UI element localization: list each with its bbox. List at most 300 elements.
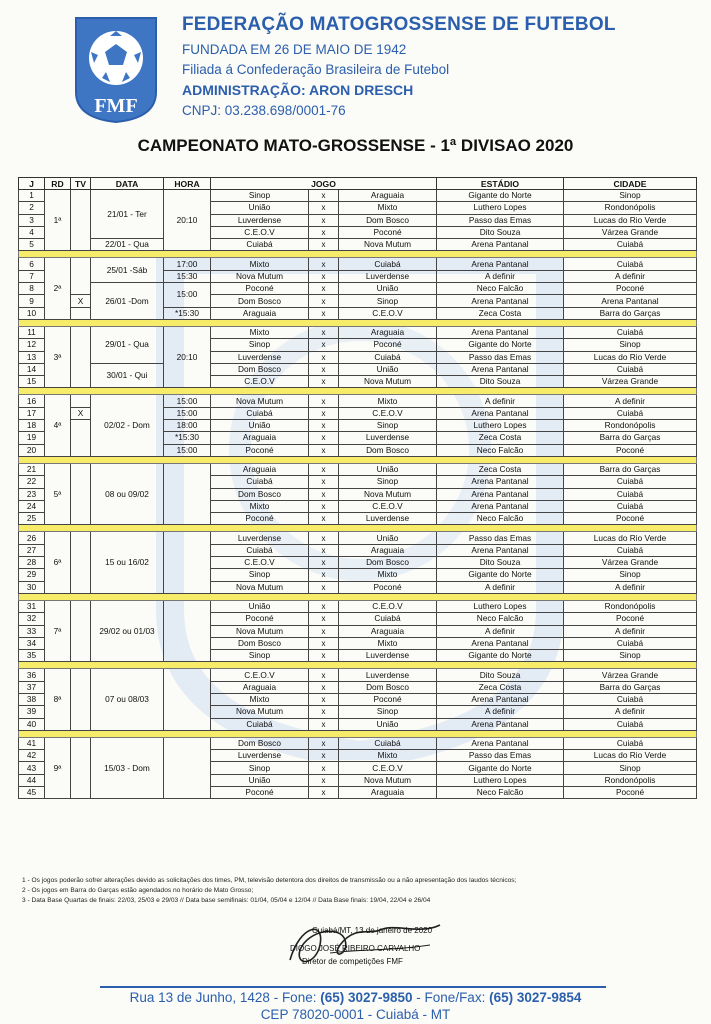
city: Várzea Grande: [564, 669, 697, 681]
city: Sinop: [564, 762, 697, 774]
home-team: Poconé: [211, 787, 309, 799]
game-number: 9: [19, 295, 45, 307]
col-date: DATA: [91, 178, 164, 190]
away-team: União: [339, 718, 437, 730]
stadium: Gigante do Norte: [437, 339, 564, 351]
away-team: Araguaia: [339, 190, 437, 202]
stadium: Luthero Lopes: [437, 202, 564, 214]
stadium: Neco Falcão: [437, 787, 564, 799]
home-team: Luverdense: [211, 351, 309, 363]
stadium: Neco Falcão: [437, 283, 564, 295]
round-label: 9ª: [45, 737, 71, 798]
round-separator: [19, 388, 697, 395]
home-team: C.E.O.V: [211, 669, 309, 681]
away-team: Luverdense: [339, 650, 437, 662]
versus: x: [309, 420, 339, 432]
versus: x: [309, 351, 339, 363]
away-team: Araguaia: [339, 625, 437, 637]
stadium: Dito Souza: [437, 669, 564, 681]
stadium: Passo das Emas: [437, 214, 564, 226]
match-date: 21/01 - Ter: [91, 190, 164, 239]
home-team: C.E.O.V: [211, 376, 309, 388]
versus: x: [309, 600, 339, 612]
game-number: 39: [19, 706, 45, 718]
table-row: [19, 326, 697, 338]
match-time: 15:00: [164, 444, 211, 456]
versus: x: [309, 463, 339, 475]
match-date: 15/03 - Dom: [91, 737, 164, 798]
stadium: Gigante do Norte: [437, 762, 564, 774]
city: Rondonópolis: [564, 202, 697, 214]
away-team: Poconé: [339, 693, 437, 705]
home-team: Mixto: [211, 500, 309, 512]
round-separator: [19, 251, 697, 258]
stadium: Gigante do Norte: [437, 190, 564, 202]
tv-mark: [71, 326, 91, 387]
city: Poconé: [564, 283, 697, 295]
home-team: Araguaia: [211, 432, 309, 444]
city: Arena Pantanal: [564, 295, 697, 307]
versus: x: [309, 544, 339, 556]
game-number: 31: [19, 600, 45, 612]
match-time: 15:00: [164, 283, 211, 308]
city: Cuiabá: [564, 737, 697, 749]
away-team: Mixto: [339, 395, 437, 407]
round-separator: [19, 662, 697, 669]
versus: x: [309, 476, 339, 488]
city: Lucas do Rio Verde: [564, 351, 697, 363]
match-time: [164, 600, 211, 661]
round-separator: [19, 525, 697, 532]
stadium: Passo das Emas: [437, 351, 564, 363]
stadium: Dito Souza: [437, 226, 564, 238]
away-team: Mixto: [339, 202, 437, 214]
versus: x: [309, 202, 339, 214]
col-stadium: ESTÁDIO: [437, 178, 564, 190]
match-date: 22/01 - Qua: [91, 239, 164, 251]
away-team: Dom Bosco: [339, 214, 437, 226]
match-date: 29/02 ou 01/03: [91, 600, 164, 661]
home-team: Cuiabá: [211, 718, 309, 730]
game-number: 7: [19, 270, 45, 282]
game-number: 36: [19, 669, 45, 681]
tv-mark: X: [71, 295, 91, 307]
home-team: C.E.O.V: [211, 557, 309, 569]
city: Cuiabá: [564, 500, 697, 512]
versus: x: [309, 669, 339, 681]
versus: x: [309, 326, 339, 338]
signatory-name: DIOGO JOSÉ RIBEIRO CARVALHO: [290, 944, 421, 953]
table-header-row: [19, 178, 697, 190]
signature-place-date: Cuiabá/MT, 13 de janeiro de 2020: [312, 926, 433, 935]
away-team: Nova Mutum: [339, 774, 437, 786]
versus: x: [309, 444, 339, 456]
versus: x: [309, 718, 339, 730]
stadium: Arena Pantanal: [437, 476, 564, 488]
away-team: Mixto: [339, 637, 437, 649]
stadium: Passo das Emas: [437, 532, 564, 544]
tv-mark: [71, 463, 91, 524]
home-team: Nova Mutum: [211, 706, 309, 718]
game-number: 26: [19, 532, 45, 544]
away-team: Sinop: [339, 706, 437, 718]
versus: x: [309, 706, 339, 718]
away-team: Luverdense: [339, 669, 437, 681]
game-number: 10: [19, 307, 45, 319]
stadium: Arena Pantanal: [437, 326, 564, 338]
table-row: [19, 258, 697, 270]
city: Cuiabá: [564, 239, 697, 251]
versus: x: [309, 363, 339, 375]
away-team: Sinop: [339, 420, 437, 432]
stadium: A definir: [437, 625, 564, 637]
away-team: União: [339, 363, 437, 375]
game-number: 4: [19, 226, 45, 238]
stadium: Arena Pantanal: [437, 718, 564, 730]
versus: x: [309, 432, 339, 444]
game-number: 6: [19, 258, 45, 270]
city: Cuiabá: [564, 326, 697, 338]
away-team: Sinop: [339, 476, 437, 488]
footer-phone-1: (65) 3027-9850: [320, 990, 413, 1005]
stadium: Gigante do Norte: [437, 650, 564, 662]
stadium: Zeca Costa: [437, 681, 564, 693]
versus: x: [309, 258, 339, 270]
versus: x: [309, 190, 339, 202]
round-label: 2ª: [45, 258, 71, 319]
stadium: A definir: [437, 395, 564, 407]
city: Cuiabá: [564, 258, 697, 270]
home-team: Mixto: [211, 326, 309, 338]
versus: x: [309, 307, 339, 319]
away-team: Nova Mutum: [339, 239, 437, 251]
tv-mark: [71, 395, 91, 407]
match-time: 15:00: [164, 395, 211, 407]
away-team: Cuiabá: [339, 737, 437, 749]
col-rd: RD: [45, 178, 71, 190]
game-number: 2: [19, 202, 45, 214]
home-team: Araguaia: [211, 307, 309, 319]
versus: x: [309, 737, 339, 749]
away-team: C.E.O.V: [339, 600, 437, 612]
game-number: 25: [19, 513, 45, 525]
home-team: Sinop: [211, 762, 309, 774]
affiliation: Filiada á Confederação Brasileira de Futebol: [182, 62, 450, 77]
versus: x: [309, 407, 339, 419]
city: Rondonópolis: [564, 774, 697, 786]
home-team: Dom Bosco: [211, 737, 309, 749]
round-label: 6ª: [45, 532, 71, 593]
stadium: Luthero Lopes: [437, 600, 564, 612]
col-time: HORA: [164, 178, 211, 190]
home-team: Luverdense: [211, 214, 309, 226]
separator-bar: [19, 593, 697, 600]
separator-bar: [19, 456, 697, 463]
table-row: [19, 239, 697, 251]
game-number: 43: [19, 762, 45, 774]
game-number: 28: [19, 557, 45, 569]
stadium: Neco Falcão: [437, 513, 564, 525]
away-team: Luverdense: [339, 432, 437, 444]
versus: x: [309, 500, 339, 512]
game-number: 32: [19, 613, 45, 625]
founded-date: FUNDADA EM 26 DE MAIO DE 1942: [182, 42, 407, 57]
city: A definir: [564, 270, 697, 282]
home-team: Nova Mutum: [211, 581, 309, 593]
city: A definir: [564, 581, 697, 593]
note-3: 3 - Data Base Quartas de finais: 22/03, 25/03 e 29/03 // Data base semifinais: 01/04, 05/04 e 12/04 // Data Base finais: 19/04, 22/04 e 26/04: [22, 897, 431, 904]
versus: x: [309, 613, 339, 625]
city: Poconé: [564, 513, 697, 525]
schedule-body: [19, 190, 697, 799]
game-number: 17: [19, 407, 45, 419]
away-team: Nova Mutum: [339, 376, 437, 388]
table-row: [19, 190, 697, 202]
match-date: 07 ou 08/03: [91, 669, 164, 730]
game-number: 20: [19, 444, 45, 456]
game-number: 18: [19, 420, 45, 432]
city: Barra do Garças: [564, 463, 697, 475]
home-team: Luverdense: [211, 750, 309, 762]
match-time: *15:30: [164, 307, 211, 319]
game-number: 8: [19, 283, 45, 295]
separator-bar: [19, 525, 697, 532]
home-team: Sinop: [211, 190, 309, 202]
home-team: Cuiabá: [211, 407, 309, 419]
game-number: 11: [19, 326, 45, 338]
home-team: Dom Bosco: [211, 488, 309, 500]
table-row: [19, 363, 697, 375]
away-team: Luverdense: [339, 270, 437, 282]
away-team: C.E.O.V: [339, 307, 437, 319]
home-team: Araguaia: [211, 463, 309, 475]
city: Poconé: [564, 613, 697, 625]
tv-mark: [71, 420, 91, 457]
match-time: [164, 737, 211, 798]
round-separator: [19, 319, 697, 326]
footer-fax-label: - Fone/Fax:: [412, 990, 490, 1005]
city: Cuiabá: [564, 718, 697, 730]
city: Lucas do Rio Verde: [564, 532, 697, 544]
match-date: 02/02 - Dom: [91, 395, 164, 456]
away-team: Nova Mutum: [339, 488, 437, 500]
stadium: Luthero Lopes: [437, 774, 564, 786]
home-team: União: [211, 600, 309, 612]
tv-mark: [71, 307, 91, 319]
round-label: 4ª: [45, 395, 71, 456]
match-date: 15 ou 16/02: [91, 532, 164, 593]
note-1: 1 - Os jogos poderão sofrer alterações devido as solicitações dos times, PM, televisão detentora dos direitos de transmissão ou a não apresentação dos laudos técnicos;: [22, 877, 517, 884]
city: A definir: [564, 625, 697, 637]
versus: x: [309, 214, 339, 226]
tv-mark: [71, 600, 91, 661]
home-team: Sinop: [211, 339, 309, 351]
game-number: 5: [19, 239, 45, 251]
versus: x: [309, 395, 339, 407]
stadium: A definir: [437, 581, 564, 593]
away-team: Araguaia: [339, 544, 437, 556]
round-label: 5ª: [45, 463, 71, 524]
city: Cuiabá: [564, 637, 697, 649]
stadium: Passo das Emas: [437, 750, 564, 762]
round-label: 3ª: [45, 326, 71, 387]
game-number: 34: [19, 637, 45, 649]
game-number: 45: [19, 787, 45, 799]
home-team: Nova Mutum: [211, 270, 309, 282]
match-time: 20:10: [164, 326, 211, 387]
city: Barra do Garças: [564, 681, 697, 693]
home-team: Sinop: [211, 569, 309, 581]
match-time: [164, 669, 211, 730]
versus: x: [309, 283, 339, 295]
round-separator: [19, 456, 697, 463]
away-team: União: [339, 283, 437, 295]
stadium: Neco Falcão: [437, 444, 564, 456]
city: Rondonópolis: [564, 420, 697, 432]
home-team: Dom Bosco: [211, 363, 309, 375]
versus: x: [309, 295, 339, 307]
game-number: 44: [19, 774, 45, 786]
city: A definir: [564, 395, 697, 407]
versus: x: [309, 581, 339, 593]
stadium: Arena Pantanal: [437, 407, 564, 419]
city: Cuiabá: [564, 544, 697, 556]
versus: x: [309, 339, 339, 351]
signatory-role: Diretor de competições FMF: [302, 957, 403, 966]
game-number: 41: [19, 737, 45, 749]
table-row: [19, 283, 697, 295]
city: Barra do Garças: [564, 432, 697, 444]
game-number: 38: [19, 693, 45, 705]
table-row: [19, 669, 697, 681]
round-separator: [19, 593, 697, 600]
city: Cuiabá: [564, 488, 697, 500]
game-number: 19: [19, 432, 45, 444]
city: A definir: [564, 706, 697, 718]
cnpj: CNPJ: 03.238.698/0001-76: [182, 103, 346, 118]
fmf-logo: [72, 14, 160, 124]
game-number: 12: [19, 339, 45, 351]
round-label: 7ª: [45, 600, 71, 661]
city: Barra do Garças: [564, 307, 697, 319]
versus: x: [309, 226, 339, 238]
city: Várzea Grande: [564, 226, 697, 238]
city: Rondonópolis: [564, 600, 697, 612]
away-team: Sinop: [339, 295, 437, 307]
home-team: Cuiabá: [211, 544, 309, 556]
col-city: CIDADE: [564, 178, 697, 190]
round-separator: [19, 730, 697, 737]
home-team: União: [211, 420, 309, 432]
tv-mark: X: [71, 407, 91, 419]
stadium: Arena Pantanal: [437, 488, 564, 500]
game-number: 22: [19, 476, 45, 488]
versus: x: [309, 557, 339, 569]
game-number: 24: [19, 500, 45, 512]
tv-mark: [71, 737, 91, 798]
stadium: Arena Pantanal: [437, 737, 564, 749]
home-team: Nova Mutum: [211, 625, 309, 637]
game-number: 35: [19, 650, 45, 662]
stadium: Arena Pantanal: [437, 693, 564, 705]
versus: x: [309, 681, 339, 693]
separator-bar: [19, 730, 697, 737]
home-team: Nova Mutum: [211, 395, 309, 407]
footer-divider: [100, 986, 606, 988]
stadium: Arena Pantanal: [437, 363, 564, 375]
round-label: 1ª: [45, 190, 71, 251]
match-time: 17:00: [164, 258, 211, 270]
city: Várzea Grande: [564, 557, 697, 569]
home-team: União: [211, 774, 309, 786]
away-team: C.E.O.V: [339, 407, 437, 419]
stadium: Dito Souza: [437, 376, 564, 388]
match-time: 18:00: [164, 420, 211, 432]
footer-address: [0, 990, 711, 1005]
home-team: Mixto: [211, 693, 309, 705]
away-team: Mixto: [339, 569, 437, 581]
col-j: J: [19, 178, 45, 190]
col-game: JOGO: [211, 178, 437, 190]
match-time: 15:30: [164, 270, 211, 282]
game-number: 29: [19, 569, 45, 581]
versus: x: [309, 693, 339, 705]
match-time: *15:30: [164, 432, 211, 444]
stadium: Arena Pantanal: [437, 258, 564, 270]
versus: x: [309, 270, 339, 282]
tv-mark: [71, 190, 91, 251]
city: Lucas do Rio Verde: [564, 214, 697, 226]
table-row: [19, 532, 697, 544]
schedule-table: [18, 177, 697, 799]
stadium: Arena Pantanal: [437, 239, 564, 251]
stadium: Arena Pantanal: [437, 500, 564, 512]
home-team: Luverdense: [211, 532, 309, 544]
home-team: Poconé: [211, 513, 309, 525]
stadium: A definir: [437, 270, 564, 282]
game-number: 42: [19, 750, 45, 762]
footer-address-text: Rua 13 de Junho, 1428 - Fone:: [129, 990, 321, 1005]
away-team: Poconé: [339, 226, 437, 238]
away-team: Dom Bosco: [339, 444, 437, 456]
separator-bar: [19, 319, 697, 326]
game-number: 37: [19, 681, 45, 693]
stadium: A definir: [437, 706, 564, 718]
separator-bar: [19, 251, 697, 258]
game-number: 40: [19, 718, 45, 730]
game-number: 16: [19, 395, 45, 407]
versus: x: [309, 650, 339, 662]
note-2: 2 - Os jogos em Barra do Garças estão agendados no horário de Mato Grosso;: [22, 887, 254, 894]
away-team: Cuiabá: [339, 351, 437, 363]
match-date: 25/01 -Sáb: [91, 258, 164, 283]
administration: ADMINISTRAÇÃO: ARON DRESCH: [182, 82, 414, 98]
away-team: Araguaia: [339, 787, 437, 799]
tv-mark: [71, 532, 91, 593]
versus: x: [309, 239, 339, 251]
city: Sinop: [564, 190, 697, 202]
city: Sinop: [564, 339, 697, 351]
away-team: Mixto: [339, 750, 437, 762]
match-date: 30/01 - Qui: [91, 363, 164, 388]
game-number: 15: [19, 376, 45, 388]
game-number: 27: [19, 544, 45, 556]
stadium: Arena Pantanal: [437, 295, 564, 307]
versus: x: [309, 625, 339, 637]
game-number: 14: [19, 363, 45, 375]
city: Poconé: [564, 787, 697, 799]
game-number: 23: [19, 488, 45, 500]
